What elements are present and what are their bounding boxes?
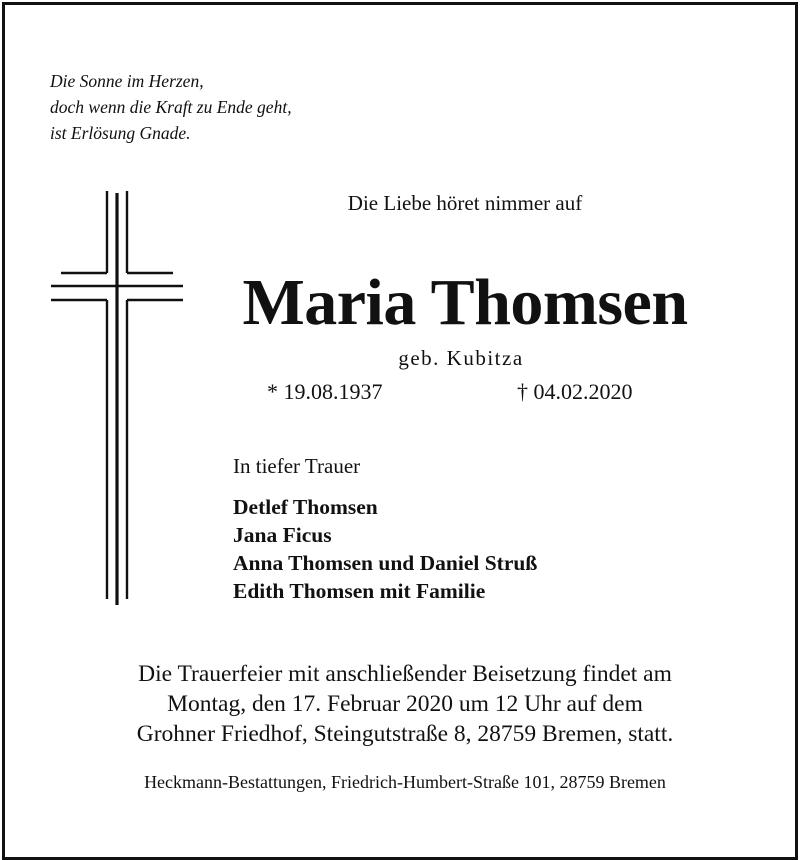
funeral-line: Montag, den 17. Februar 2020 um 12 Uhr auf dem bbox=[167, 691, 643, 717]
mourner-name: Detlef Thomsen bbox=[233, 495, 378, 519]
undertaker-info: Heckmann-Bestattungen, Friedrich-Humbert-Straße 101, 28759 Bremen bbox=[144, 772, 666, 792]
funeral-line: Die Trauerfeier mit anschließender Beisetzung findet am bbox=[138, 661, 672, 687]
funeral-announcement bbox=[45, 659, 765, 749]
obituary-notice bbox=[2, 2, 798, 860]
cross-icon bbox=[47, 191, 187, 611]
mourner-name: Anna Thomsen und Daniel Struß bbox=[233, 551, 538, 575]
funeral-line: Grohner Friedhof, Steingutstraße 8, 28759 Bremen, statt. bbox=[136, 721, 674, 747]
motto-line: doch wenn die Kraft zu Ende geht, bbox=[50, 97, 292, 117]
bible-verse: Die Liebe höret nimmer auf bbox=[347, 191, 583, 215]
motto-quote bbox=[50, 68, 292, 146]
deceased-name: Maria Thomsen bbox=[242, 266, 688, 339]
mourning-heading: In tiefer Trauer bbox=[233, 454, 361, 478]
motto-line: Die Sonne im Herzen, bbox=[50, 71, 204, 91]
mourner-name: Jana Ficus bbox=[233, 523, 332, 547]
mourners-list bbox=[233, 493, 537, 605]
death-date: † 04.02.2020 bbox=[517, 379, 633, 404]
maiden-name: geb. Kubitza bbox=[398, 346, 524, 370]
motto-line: ist Erlösung Gnade. bbox=[50, 123, 191, 143]
mourner-name: Edith Thomsen mit Familie bbox=[233, 579, 486, 603]
birth-date: * 19.08.1937 bbox=[267, 379, 383, 404]
